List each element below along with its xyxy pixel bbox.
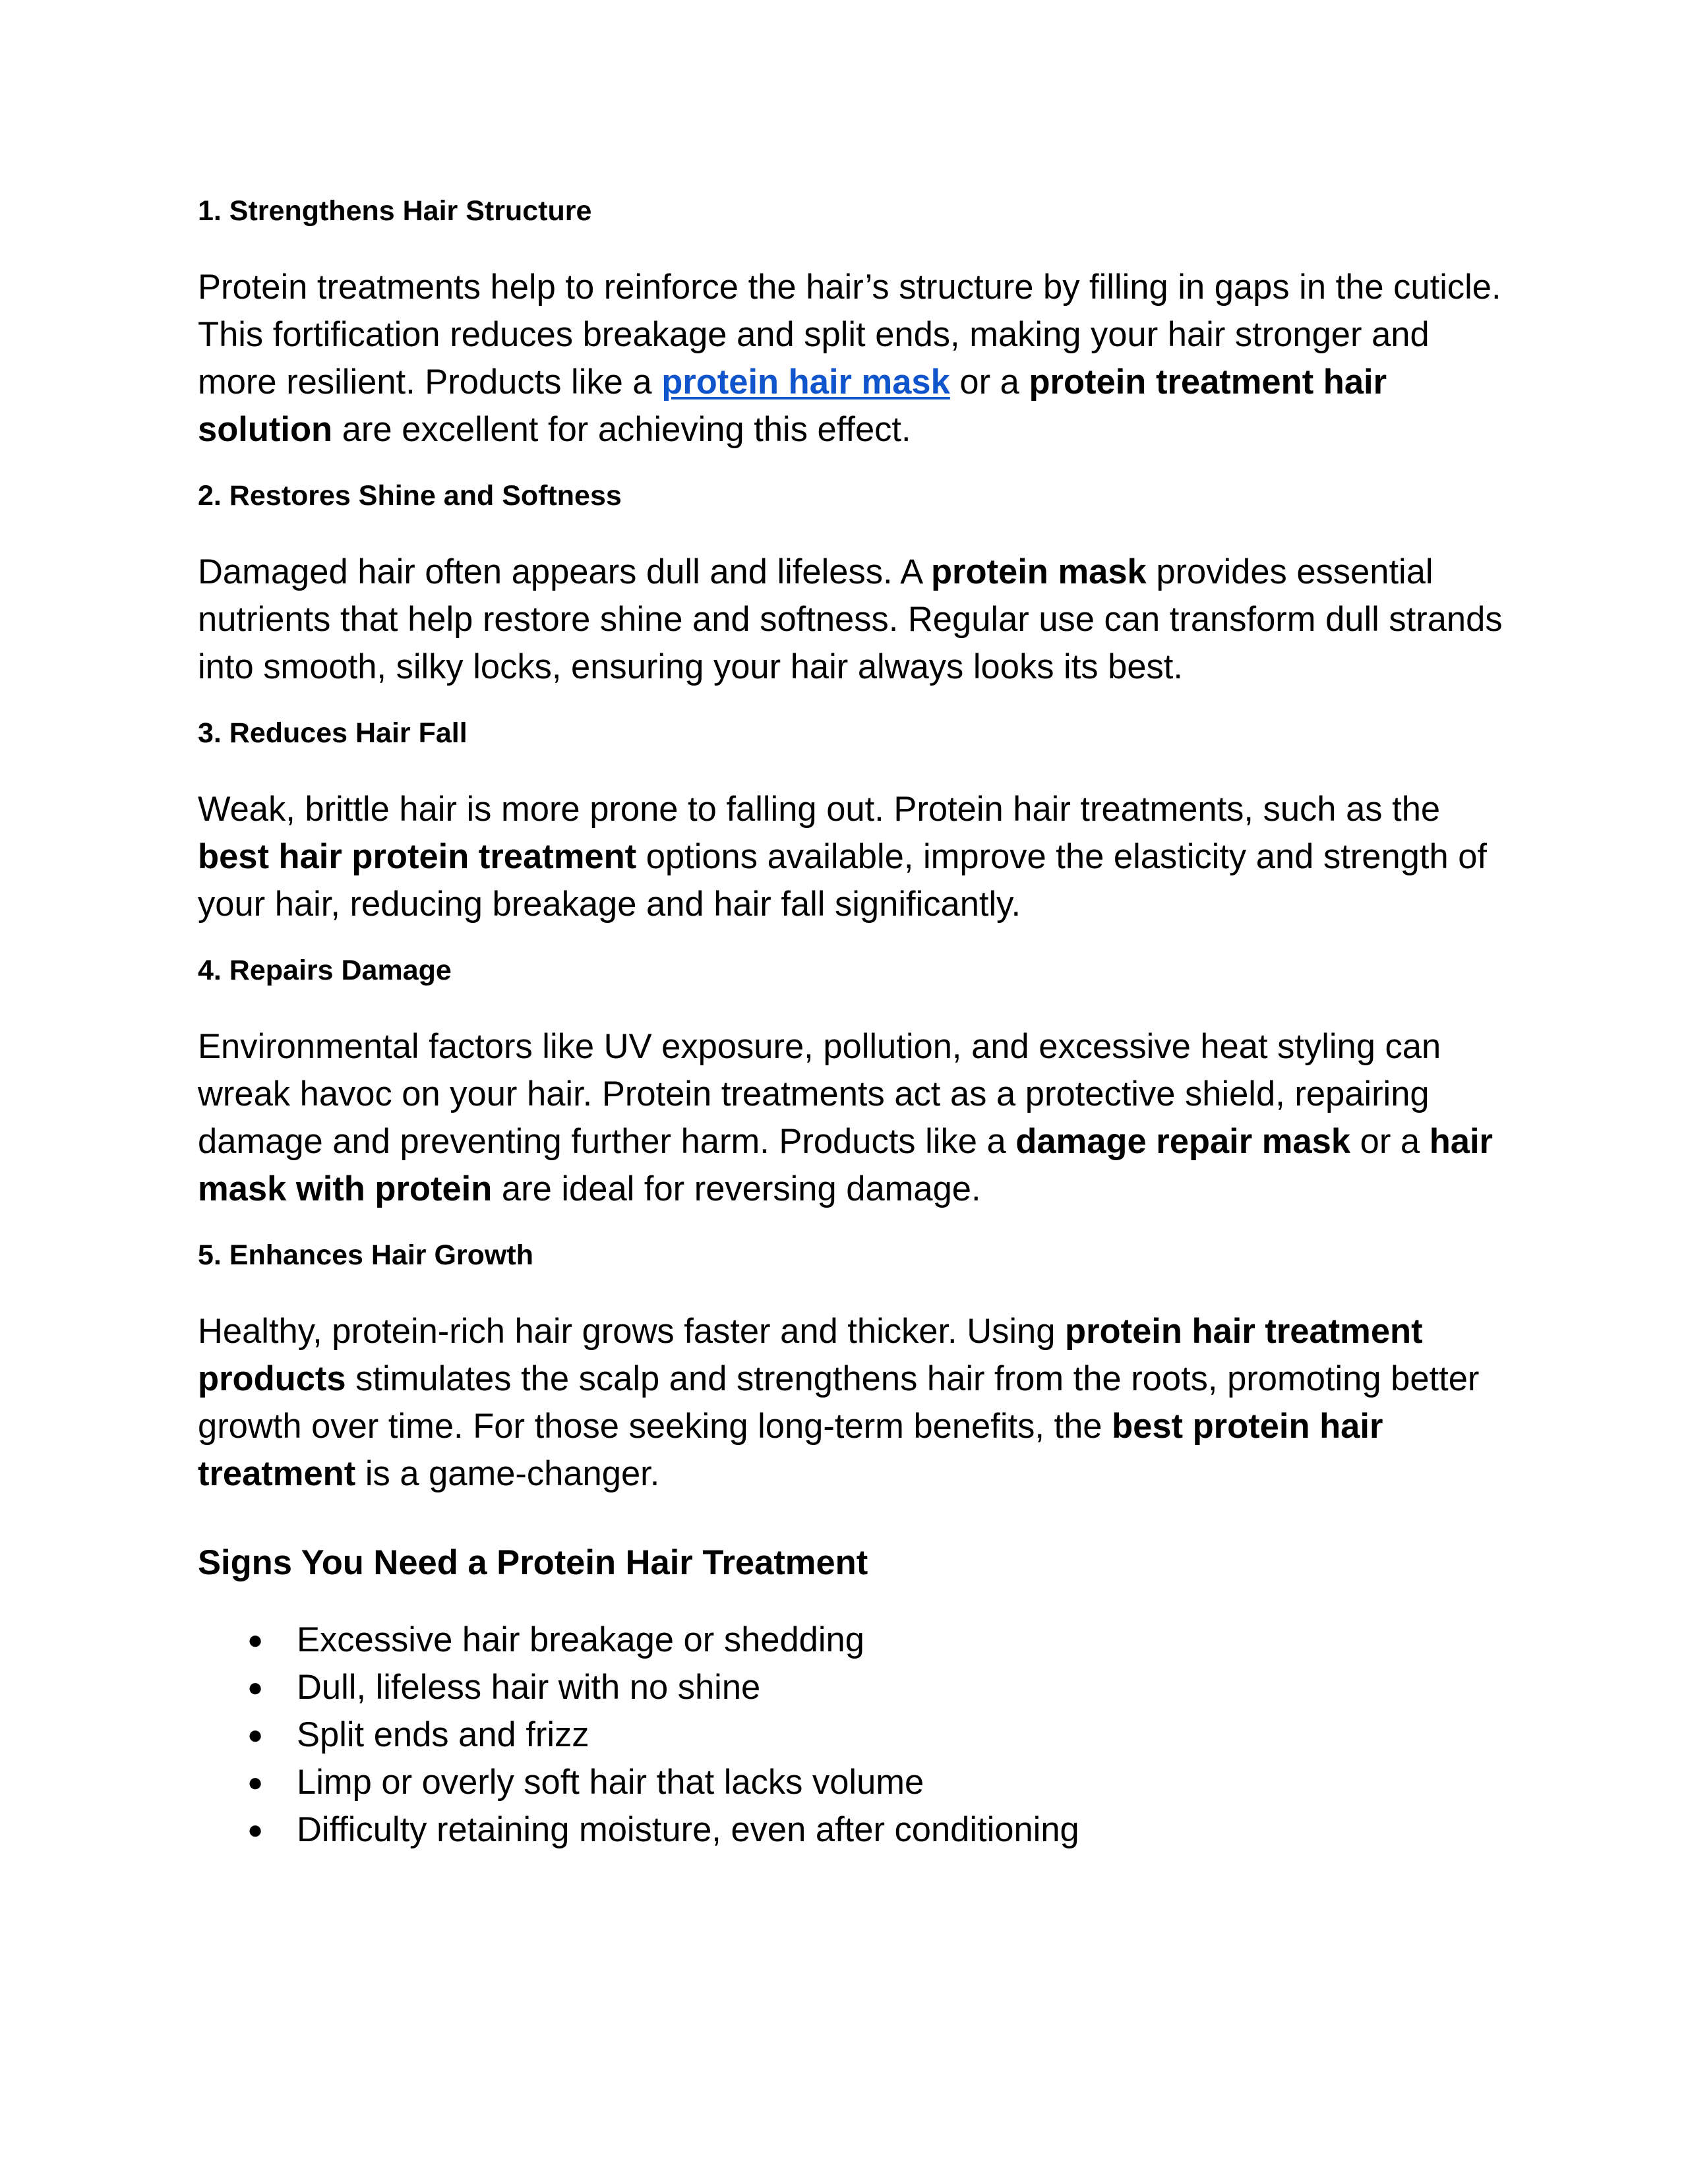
- section-paragraph-4: Environmental factors like UV exposure, pollution, and excessive heat styling can wreak havoc on your hair. Protein treatments act as a protective shield, repairing damage and preventing further harm. Products like a damage repair mask or a hair mask with protein are ideal for reversing damage.: [198, 1027, 1493, 1208]
- section-paragraph-3: Weak, brittle hair is more prone to falling out. Protein hair treatments, such as the best hair protein treatment options available, improve the elasticity and strength of your hair, reducing breakage and hair fall significantly.: [198, 790, 1488, 924]
- section-heading-2: 2. Restores Shine and Softness: [198, 480, 622, 512]
- bullet-icon: ●: [247, 1721, 264, 1750]
- signs-list: [198, 1616, 1503, 1854]
- section-paragraph-5: Healthy, protein-rich hair grows faster and thicker. Using protein hair treatment products stimulates the scalp and strengthens hair from the roots, promoting better growth over time. For those seeking long-term benefits, the best protein hair treatment is a game-changer.: [198, 1312, 1480, 1493]
- bold-keyword: best protein hair treatment: [198, 1407, 1383, 1493]
- section-paragraph-2: Damaged hair often appears dull and lifeless. A protein mask provides essential nutrients that help restore shine and softness. Regular use can transform dull strands into smooth, silky locks, ensuring your hair always looks its best.: [198, 552, 1503, 686]
- bullet-icon: ●: [247, 1673, 264, 1702]
- section-heading-5: 5. Enhances Hair Growth: [198, 1239, 533, 1271]
- signs-heading: Signs You Need a Protein Hair Treatment: [198, 1543, 868, 1582]
- bold-keyword: hair mask with protein: [198, 1122, 1493, 1208]
- bullet-icon: ●: [247, 1768, 264, 1797]
- bullet-icon: ●: [247, 1626, 264, 1655]
- document-page: [198, 191, 1503, 1854]
- list-item: ● Limp or overly soft hair that lacks volume: [198, 1759, 1503, 1806]
- bullet-icon: ●: [247, 1815, 264, 1845]
- bold-keyword: protein hair treatment products: [198, 1312, 1423, 1398]
- bold-keyword: best hair protein treatment: [198, 837, 637, 876]
- bold-keyword: damage repair mask: [1015, 1122, 1351, 1161]
- section-heading-1: 1. Strengthens Hair Structure: [198, 195, 592, 227]
- protein-hair-mask-link[interactable]: protein hair mask: [661, 363, 950, 401]
- list-item: ● Dull, lifeless hair with no shine: [198, 1664, 1503, 1711]
- bold-keyword: protein mask: [930, 552, 1147, 591]
- section-heading-4: 4. Repairs Damage: [198, 955, 452, 986]
- bold-keyword: protein treatment hair solution: [198, 363, 1387, 449]
- section-heading-3: 3. Reduces Hair Fall: [198, 717, 467, 749]
- list-item: ● Excessive hair breakage or shedding: [198, 1616, 1503, 1664]
- list-item: ● Difficulty retaining moisture, even after conditioning: [198, 1806, 1503, 1854]
- list-item: ● Split ends and frizz: [198, 1711, 1503, 1759]
- section-paragraph-1: Protein treatments help to reinforce the hair’s structure by filling in gaps in the cuticle. This fortification reduces breakage and split ends, making your hair stronger and more resilient. Products like a protein hair mask or a protein treatment hair solution are excellent for achieving this effect.: [198, 268, 1501, 449]
